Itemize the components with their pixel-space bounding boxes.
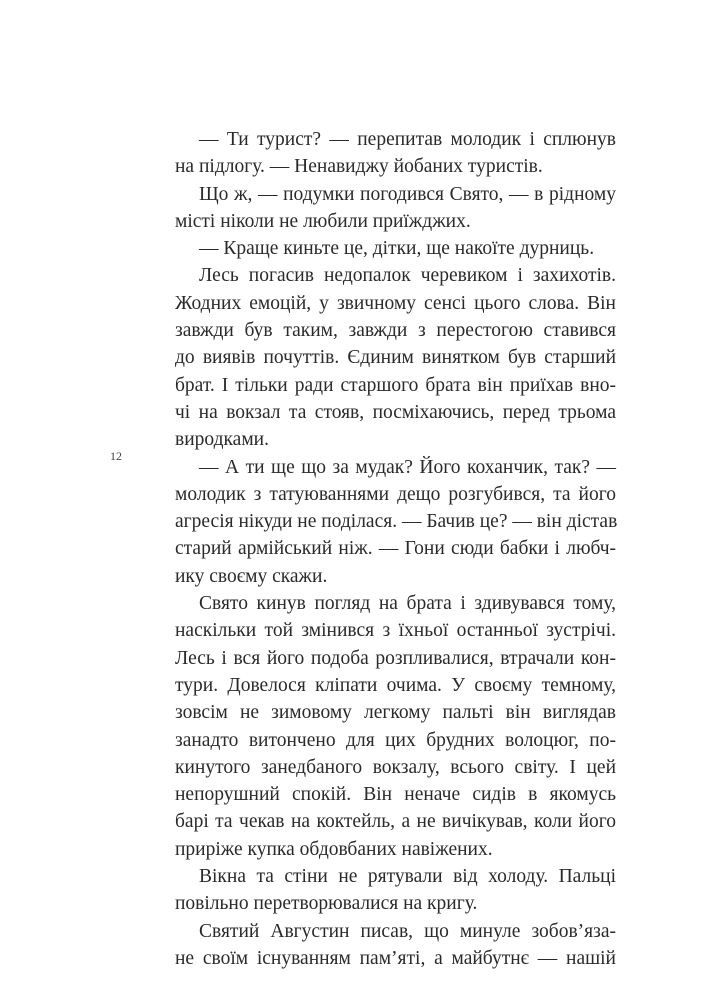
page-number: 12 [110,449,122,463]
body-text [175,126,616,972]
text-line: місті ніколи не любили приїжджих. [175,210,471,232]
text-line: Свято кинув погляд на брата і здивувався тому, [199,593,616,615]
text-line: приріже купка обдовбаних навіжених. [175,838,493,860]
text-line: не своїм існуванням пам’яті, а майбутнє — нашій [175,947,616,969]
text-line: Що ж, — подумки погодився Свято, — в рідному [199,183,616,205]
text-line: кинутого занедбаного вокзалу, всього світу. І цей [175,756,616,778]
text-line: наскільки той змінився з їхньої останньої зустрічі. [175,620,616,642]
text-line: повільно перетворювалися на кригу. [175,893,478,915]
text-line: старий армійський ніж. — Гони сюди бабки і любч- [175,538,616,560]
text-line: до виявів почуттів. Єдиним винятком був старший [175,347,616,369]
text-line: агресія нікуди не поділася. — Бачив це? — він дістав [175,511,618,533]
text-line: Святий Августин писав, що минуле зобов’яза- [199,920,616,942]
text-line: — Краще киньте це, дітки, ще накоїте дурниць. [199,238,595,260]
text-line: Жодних емоцій, у звичному сенсі цього слова. Він [175,292,616,314]
text-line: Вікна та стіни не рятували від холоду. Пальці [199,866,616,888]
text-line: занадто витончено для цих брудних волоцюг, по- [175,729,616,751]
text-line: завжди був таким, завжди з перестогою ставився [175,320,616,342]
text-line: Лесь і вся його подоба розпливалися, втрачали кон- [175,647,616,669]
text-line: ику своєму скажи. [175,565,328,587]
text-line: чі на вокзал та стояв, посміхаючись, перед трьома [175,401,616,423]
text-line: на підлогу. — Ненавиджу йобаних туристів. [175,156,543,178]
text-line: Лесь погасив недопалок черевиком і захихотів. [199,265,616,287]
text-line: тури. Довелося кліпати очима. У своєму темному, [175,674,616,696]
text-line: виродками. [175,429,269,451]
text-line: брат. І тільки ради старшого брата він приїхав вно- [175,374,616,396]
text-line: зовсім не зимовому легкому пальті він виглядав [175,702,616,724]
text-line: барі та чекав на коктейль, а не вичікував, коли його [175,811,616,833]
text-line: — А ти ще що за мудак? Його коханчик, так? — [199,456,616,478]
text-line: молодик з татуюваннями дещо розгубився, та його [175,483,616,505]
text-line: непорушний спокій. Він неначе сидів в якомусь [175,784,616,806]
text-line: — Ти турист? — перепитав молодик і сплюнув [199,129,616,150]
